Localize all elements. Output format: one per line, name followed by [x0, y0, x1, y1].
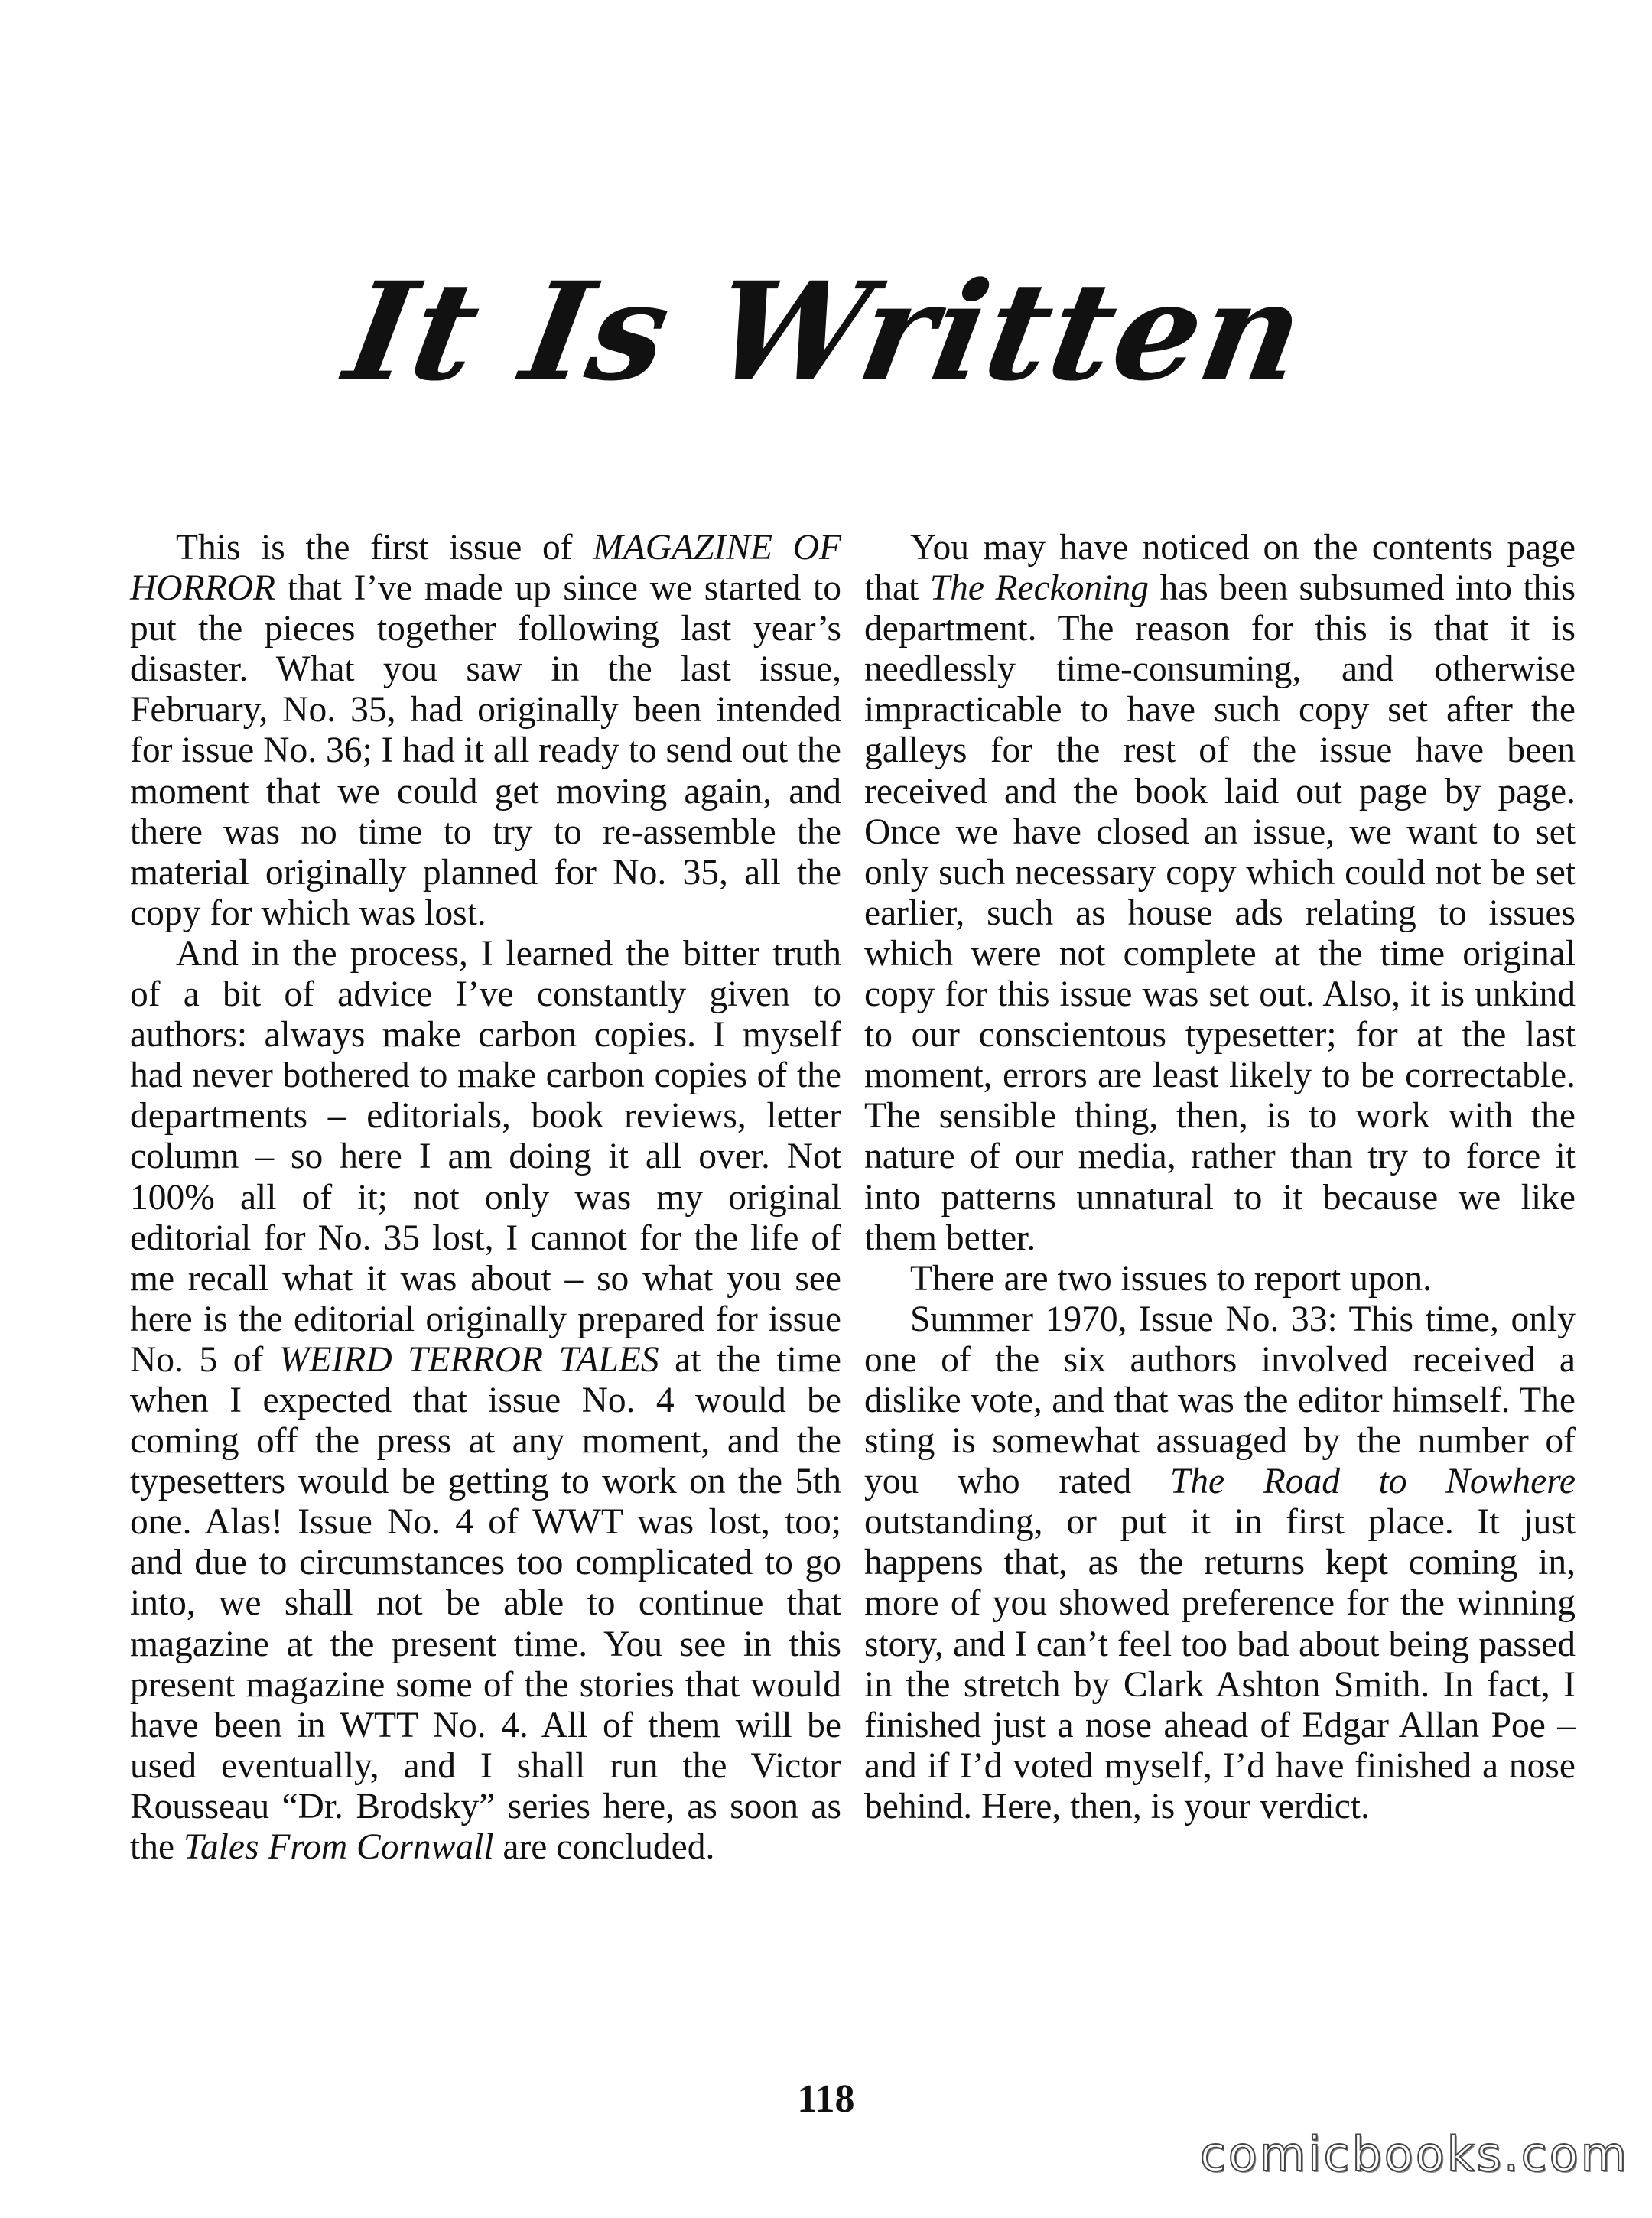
- page-number: 118: [797, 2077, 855, 2121]
- paragraph: And in the process, I learned the bitter truth of a bit of advice I’ve constantly given to authors: always make carbon copies. I myself had never bothered to make carbon copies of the departments – editorials, book reviews, letter column – so here I am doing it all over. Not 100% all of it; not only was my original editorial for No. 35 lost, I cannot for the life of me recall what it was about – so what you see here is the editorial originally prepared for issue No. 5 of WEIRD TERROR TALES at the time when I expected that issue No. 4 would be coming off the press at any moment, and the typesetters would be getting to work on the 5th one. Alas! Issue No. 4 of WWT was lost, too; and due to circumstances too complicated to go into, we shall not be able to continue that magazine at the present time. You see in this present magazine some of the stories that would have been in WTT No. 4. All of them will be used eventually, and I shall run the Victor Rousseau “Dr. Brodsky” series here, as soon as the Tales From Cornwall are concluded.: [130, 933, 842, 1867]
- paragraph: You may have noticed on the contents page that The Reckoning has been subsumed into this department. The reason for this is that it is needlessly time-consuming, and otherwise impracticable to have such copy set after the galleys for the rest of the issue have been received and the book laid out page by page. Once we have closed an issue, we want to set only such necessary copy which could not be set earlier, such as house ads relating to issues which were not complete at the time original copy for this issue was set out. Also, it is unkind to our conscientous typesetter; for at the last moment, errors are least likely to be correctable. The sensible thing, then, is to work with the nature of our media, rather than try to force it into patterns unnatural to it because we like them better.: [864, 528, 1576, 1258]
- paragraph: There are two issues to report upon.: [910, 1258, 1432, 1299]
- right-column: [864, 528, 1576, 1827]
- paragraph: This is the first issue of MAGAZINE OF HORROR that I’ve made up since we started to put the pieces together following last year’s disaster. What you saw in the last issue, February, No. 35, had originally been intended for issue No. 36; I had it all ready to send out the moment that we could get moving again, and there was no time to try to re-assemble the material originally planned for No. 35, all the copy for which was lost.: [130, 528, 842, 933]
- left-column: [130, 528, 841, 1868]
- watermark-logo: comicbooks.com: [1199, 2126, 1629, 2182]
- paragraph: Summer 1970, Issue No. 33: This time, only one of the six authors involved received a dislike vote, and that was the editor himself. The sting is somewhat assuaged by the number of you who rated The Road to Nowhere outstanding, or put it in first place. It just happens that, as the returns kept coming in, more of you showed preference for the winning story, and I can’t feel too bad about being passed in the stretch by Clark Ashton Smith. In fact, I finished just a nose ahead of Edgar Allan Poe – and if I’d voted myself, I’d have finished a nose behind. Here, then, is your verdict.: [864, 1299, 1576, 1826]
- page-title: It Is Written: [336, 252, 1316, 411]
